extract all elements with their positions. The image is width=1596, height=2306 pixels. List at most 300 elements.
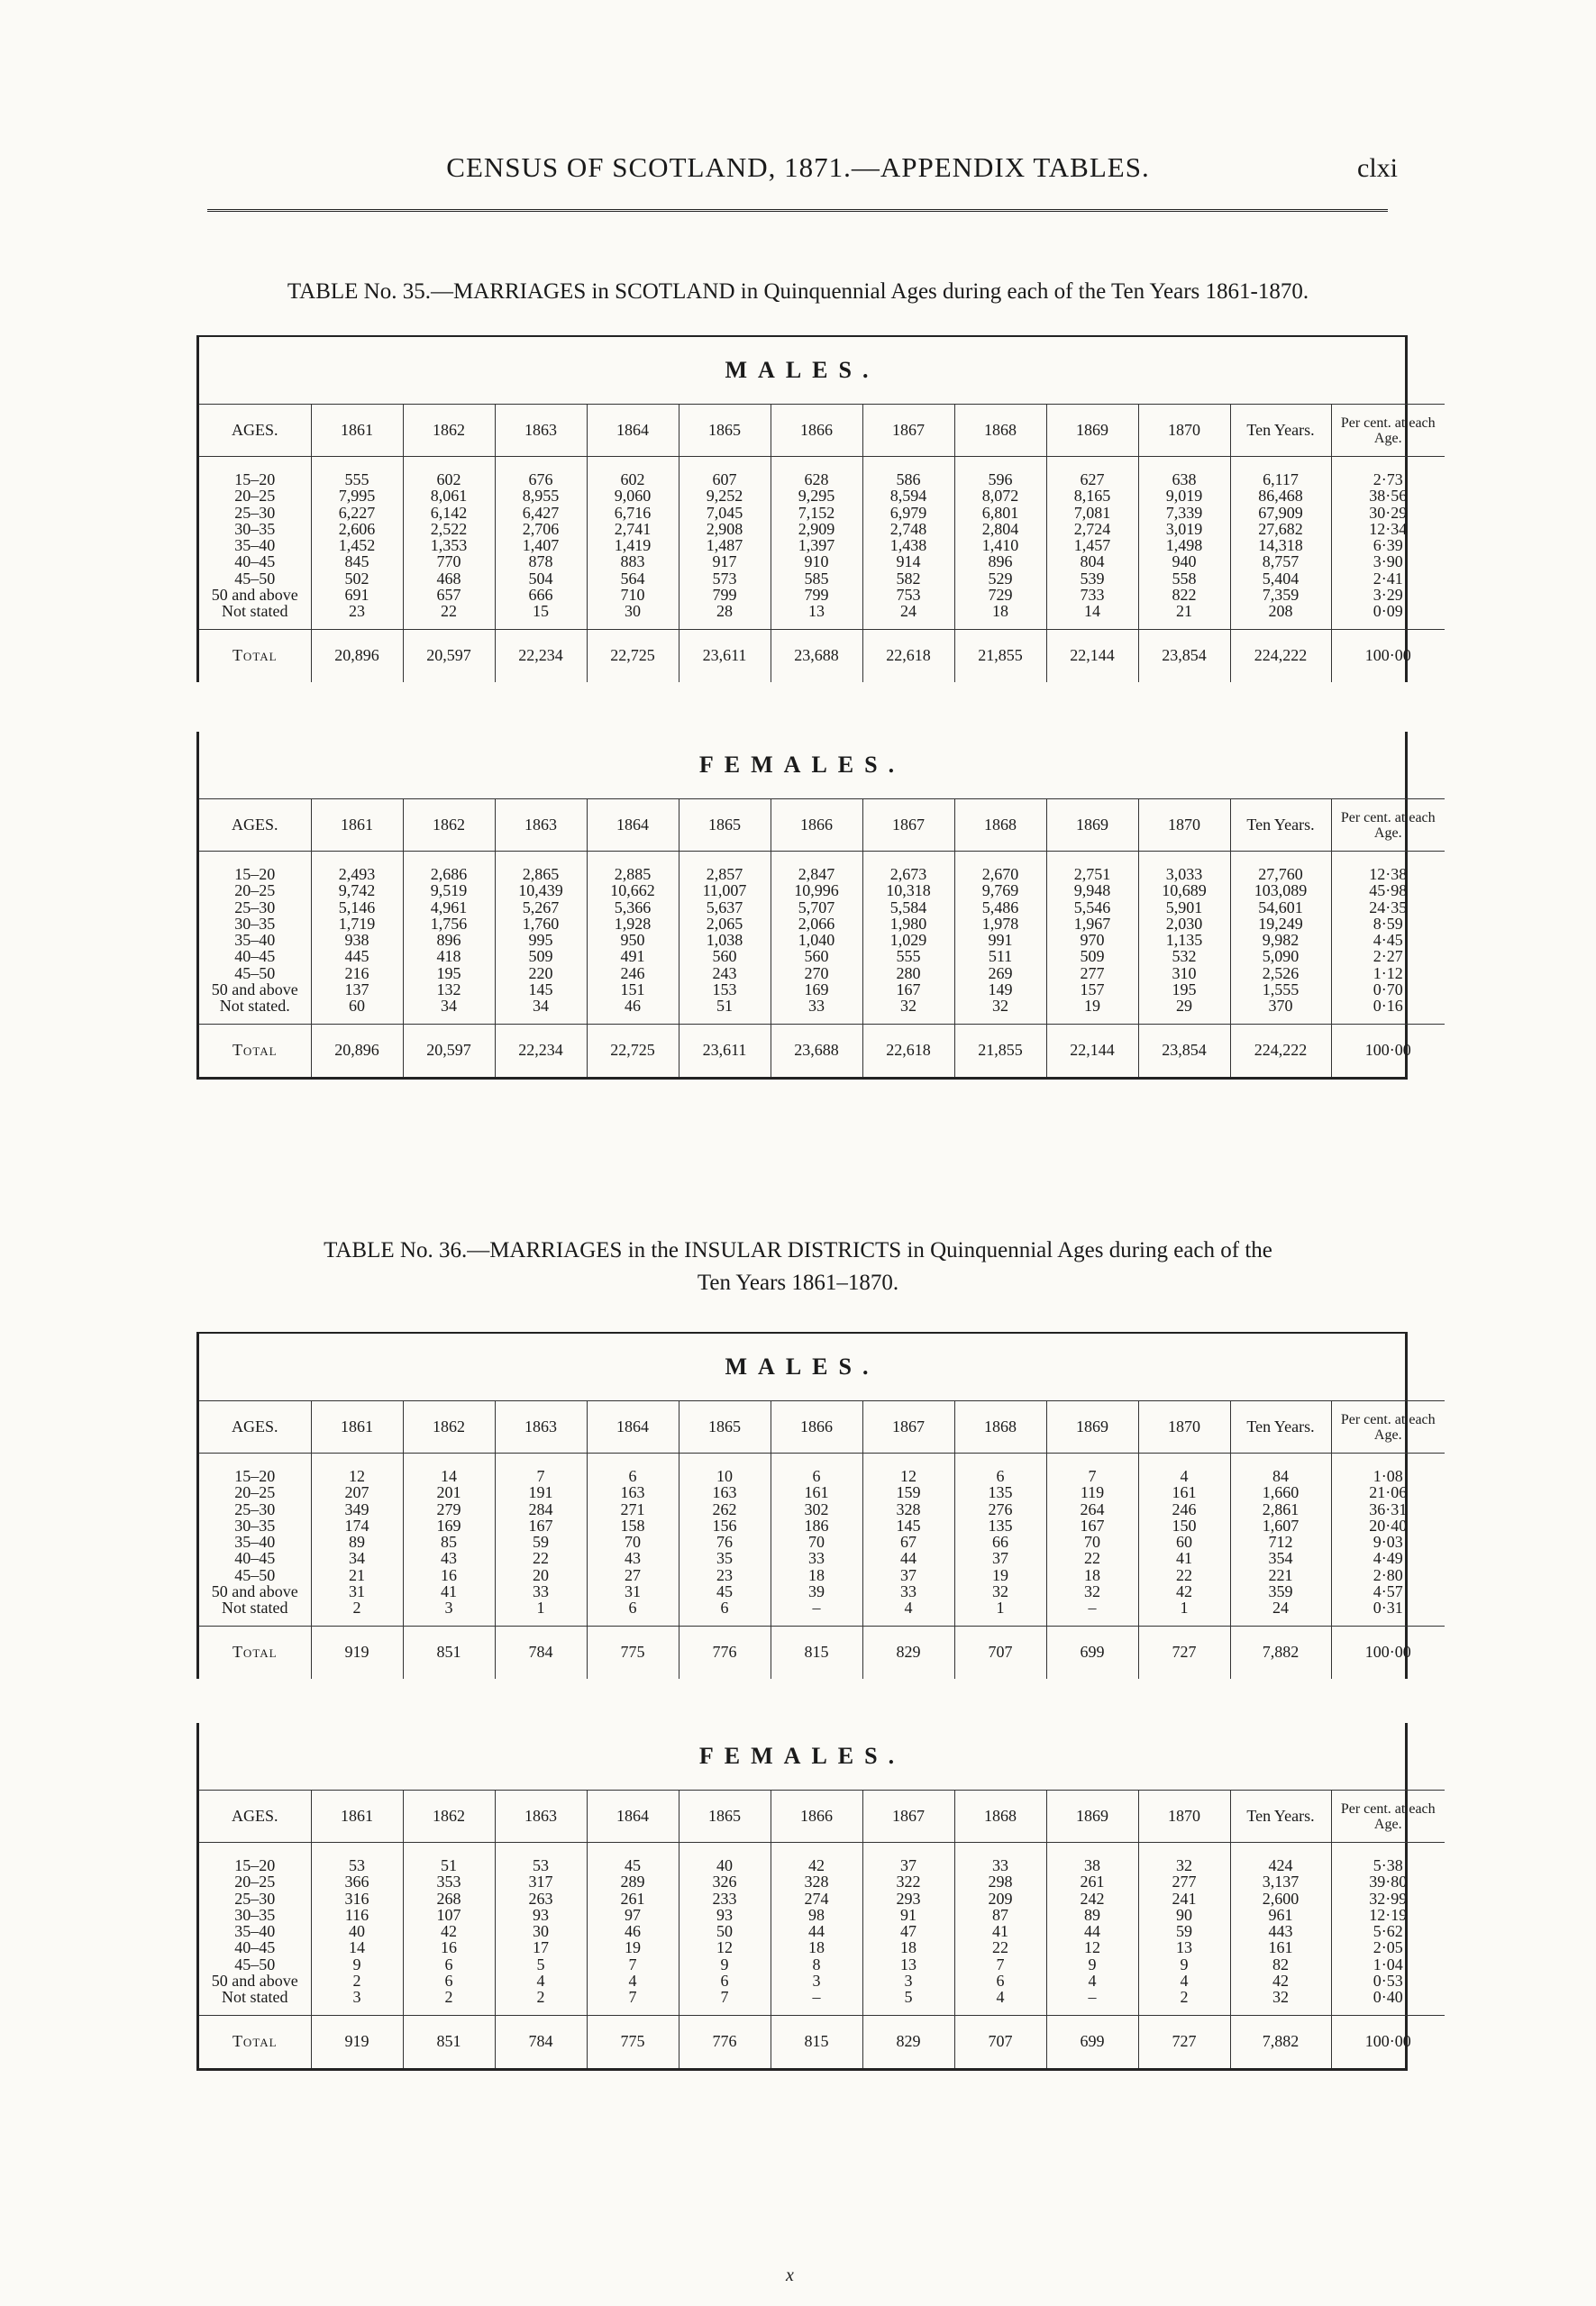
table-cell: 1,719 (338, 914, 376, 933)
table-cell: 4 (536, 1972, 545, 1991)
table-cell: 710 (620, 586, 645, 605)
table-cell: 3 (352, 1988, 361, 2007)
total-cell: 20,896 (311, 629, 403, 682)
table-cell: 4 (1180, 1972, 1189, 1991)
table-cell: 37 (900, 1856, 917, 1874)
table-cell: 628 (804, 470, 829, 488)
value-column (954, 1843, 1046, 2016)
table-cell: 32 (992, 1582, 1008, 1601)
table-cell: 89 (1084, 1905, 1100, 1924)
table-cell: 30 (533, 1922, 549, 1941)
table-cell: 33 (533, 1582, 549, 1601)
table-cell: 8 (812, 1955, 821, 1973)
table-cell: 12 (1084, 1938, 1100, 1957)
column-header: 1866 (771, 1791, 862, 1843)
table-cell: 19,249 (1258, 914, 1303, 933)
table-cell: 76 (716, 1533, 733, 1552)
table-cell: 326 (712, 1873, 737, 1891)
age-label: 30–35 (234, 1905, 276, 1924)
table-cell: 6,716 (614, 503, 652, 522)
table-cell: 9,295 (798, 487, 835, 506)
table35-caption: TABLE No. 35.—MARRIAGES in SCOTLAND in Quinquennial Ages during each of the Ten Years 1861-1870. (287, 279, 1309, 304)
value-column (587, 1454, 679, 1627)
column-header: 1865 (679, 799, 771, 852)
table-cell: 70 (1084, 1533, 1100, 1552)
table-cell: 6 (444, 1972, 453, 1991)
table-cell: 2·05 (1373, 1938, 1403, 1957)
table-cell: 246 (1172, 1499, 1197, 1518)
total-cell: 784 (495, 2015, 587, 2068)
table-cell: 6 (628, 1599, 637, 1618)
column-header: Ten Years. (1230, 1401, 1331, 1454)
column-header: AGES. (199, 405, 311, 457)
table-cell: 6 (720, 1972, 729, 1991)
value-column (403, 457, 495, 630)
value-column (1331, 1843, 1445, 2016)
table-cell: 60 (349, 997, 365, 1016)
total-cell: 707 (954, 2015, 1046, 2068)
table-cell: 1,029 (889, 931, 927, 950)
table-cell: 40 (716, 1856, 733, 1874)
table-cell: 9,769 (981, 881, 1019, 900)
table-cell: 186 (804, 1516, 829, 1535)
table-cell: 1,756 (430, 914, 468, 933)
table-cell: 310 (1172, 963, 1197, 982)
age-label: 50 and above (211, 1972, 298, 1991)
table-cell: 733 (1080, 586, 1105, 605)
table-cell: 271 (620, 1499, 645, 1518)
table-cell: 2,885 (614, 865, 652, 883)
table-cell: 70 (625, 1533, 641, 1552)
table-cell: 3 (904, 1972, 913, 1991)
table-cell: 8,594 (889, 487, 927, 506)
table-cell: 90 (1176, 1905, 1192, 1924)
age-label: Not stated (222, 1988, 288, 2007)
table-cell: 43 (441, 1549, 457, 1568)
table-cell: 1,487 (706, 536, 743, 555)
running-title: CENSUS OF SCOTLAND, 1871.—APPENDIX TABLES. (446, 151, 1150, 183)
ages-column (199, 1454, 311, 1627)
age-label: 35–40 (234, 1533, 276, 1552)
table-cell: 602 (620, 470, 645, 488)
table-cell: 676 (528, 470, 553, 488)
table-cell: 799 (712, 586, 737, 605)
table-cell: 20·40 (1369, 1516, 1408, 1535)
table-cell: 27 (625, 1565, 641, 1584)
total-cell: 100·00 (1331, 1024, 1445, 1077)
column-header: Ten Years. (1230, 799, 1331, 852)
table-cell: 82 (1272, 1955, 1289, 1973)
table-cell: 86,468 (1258, 487, 1303, 506)
table-cell: 277 (1080, 963, 1105, 982)
column-header: 1869 (1046, 1401, 1138, 1454)
column-header: 1869 (1046, 405, 1138, 457)
table-cell: 2,673 (889, 865, 927, 883)
table-cell: 32 (992, 997, 1008, 1016)
age-label: 25–30 (234, 1499, 276, 1518)
total-cell: 21,855 (954, 629, 1046, 682)
table-cell: 582 (896, 569, 921, 588)
column-header: Per cent. at each Age. (1331, 799, 1445, 852)
table-cell: 9,982 (1262, 931, 1300, 950)
table-cell: 32 (900, 997, 917, 1016)
age-label: Not stated (222, 602, 288, 621)
table-cell: 666 (528, 586, 553, 605)
total-cell: 775 (587, 1626, 679, 1679)
table-cell: 45 (716, 1582, 733, 1601)
column-header: Per cent. at each Age. (1331, 1791, 1445, 1843)
table-cell: 51 (716, 997, 733, 1016)
value-column (862, 1454, 954, 1627)
table-cell: 17 (533, 1938, 549, 1957)
table-cell: 502 (344, 569, 369, 588)
table-cell: 585 (804, 569, 829, 588)
table-cell: 2,857 (706, 865, 743, 883)
table-cell: 8,072 (981, 487, 1019, 506)
table-cell: 0·16 (1373, 997, 1403, 1016)
table-cell: 1,038 (706, 931, 743, 950)
table-cell: 2,066 (798, 914, 835, 933)
table-cell: 729 (988, 586, 1013, 605)
table-cell: 7,339 (1165, 503, 1203, 522)
table-cell: 22 (533, 1549, 549, 1568)
table-cell: 573 (712, 569, 737, 588)
table-cell: 2,600 (1262, 1889, 1300, 1908)
table-cell: 30 (625, 602, 641, 621)
value-column (311, 1843, 403, 2016)
table36-caption (0, 1235, 1596, 1299)
table-cell: 157 (1080, 980, 1105, 999)
value-column (1230, 852, 1331, 1025)
total-cell: 699 (1046, 1626, 1138, 1679)
table-cell: 242 (1080, 1889, 1105, 1908)
total-cell: 23,854 (1138, 1024, 1230, 1077)
table-cell: 418 (436, 947, 461, 966)
table-cell: 39 (808, 1582, 825, 1601)
table-cell: 938 (344, 931, 369, 950)
table-cell: 19 (1084, 997, 1100, 1016)
age-label: 15–20 (234, 865, 276, 883)
table-cell: 50 (716, 1922, 733, 1941)
value-column (771, 457, 862, 630)
column-header: 1867 (862, 1791, 954, 1843)
table-cell: 1·08 (1373, 1467, 1403, 1485)
table-cell: 191 (528, 1483, 553, 1502)
table-cell: 107 (436, 1905, 461, 1924)
value-column (1046, 1454, 1138, 1627)
table-cell: 161 (804, 1483, 829, 1502)
table-cell: 9 (720, 1955, 729, 1973)
data-table (199, 798, 1445, 1077)
table-cell: 3,019 (1165, 519, 1203, 538)
value-column (587, 457, 679, 630)
column-header: 1863 (495, 1791, 587, 1843)
value-column (862, 457, 954, 630)
table-cell: 43 (625, 1549, 641, 1568)
total-cell: 20,896 (311, 1024, 403, 1077)
table-cell: 209 (988, 1889, 1013, 1908)
table-cell: 31 (625, 1582, 641, 1601)
table-cell: 468 (436, 569, 461, 588)
table-cell: 7,359 (1262, 586, 1300, 605)
table-cell: 33 (808, 1549, 825, 1568)
column-header: 1870 (1138, 1401, 1230, 1454)
total-cell: 22,725 (587, 629, 679, 682)
table-cell: 293 (896, 1889, 921, 1908)
table-cell: 1,660 (1262, 1483, 1300, 1502)
table-cell: 42 (1272, 1972, 1289, 1991)
age-label: 25–30 (234, 898, 276, 916)
table-cell: 1 (996, 1599, 1005, 1618)
table-cell: 93 (716, 1905, 733, 1924)
age-label: 35–40 (234, 1922, 276, 1941)
table-cell: 6 (996, 1467, 1005, 1485)
age-label: Not stated (222, 1599, 288, 1618)
value-column (679, 457, 771, 630)
table-cell: 8,165 (1073, 487, 1111, 506)
table-cell: 70 (808, 1533, 825, 1552)
table-cell: – (812, 1599, 821, 1618)
table-cell: 5·38 (1373, 1856, 1403, 1874)
value-column (1046, 1843, 1138, 2016)
table-cell: 940 (1172, 552, 1197, 571)
total-cell: 23,688 (771, 1024, 862, 1077)
table-cell: 132 (436, 980, 461, 999)
table-cell: 12·38 (1369, 865, 1408, 883)
age-label: 50 and above (211, 980, 298, 999)
table-cell: 10,439 (518, 881, 563, 900)
column-header: 1861 (311, 1791, 403, 1843)
table-cell: 277 (1172, 1873, 1197, 1891)
table-cell: 18 (808, 1565, 825, 1584)
table-cell: 11,007 (702, 881, 747, 900)
table-cell: 9 (1180, 1955, 1189, 1973)
total-cell: 7,882 (1230, 2015, 1331, 2068)
table-cell: 13 (808, 602, 825, 621)
age-label: 25–30 (234, 1889, 276, 1908)
table-cell: 243 (712, 963, 737, 982)
total-cell: 707 (954, 1626, 1046, 1679)
table-cell: 0·53 (1373, 1972, 1403, 1991)
table-cell: 883 (620, 552, 645, 571)
table-cell: 2 (536, 1988, 545, 2007)
total-cell: 224,222 (1230, 629, 1331, 682)
table-cell: 316 (344, 1889, 369, 1908)
table-cell: 2,686 (430, 865, 468, 883)
column-header: Per cent. at each Age. (1331, 405, 1445, 457)
table-cell: 6,117 (1263, 470, 1299, 488)
column-header: 1862 (403, 1401, 495, 1454)
table-cell: 12 (349, 1467, 365, 1485)
table-cell: 5,267 (522, 898, 560, 916)
table-cell: 555 (344, 470, 369, 488)
table-cell: 2 (352, 1972, 361, 1991)
value-column (1331, 852, 1445, 1025)
value-column (679, 852, 771, 1025)
value-column (495, 457, 587, 630)
table-cell: 0·31 (1373, 1599, 1403, 1618)
table-cell: 1,760 (522, 914, 560, 933)
table-cell: 12 (900, 1467, 917, 1485)
column-header: 1861 (311, 1401, 403, 1454)
table-cell: 424 (1268, 1856, 1293, 1874)
column-header: 1867 (862, 405, 954, 457)
table-cell: 1,419 (614, 536, 652, 555)
table-cell: 9·03 (1373, 1533, 1403, 1552)
table-cell: 7,081 (1073, 503, 1111, 522)
table-cell: 280 (896, 963, 921, 982)
table-cell: 10,996 (794, 881, 839, 900)
table-cell: 24 (1272, 1599, 1289, 1618)
column-header: 1870 (1138, 1791, 1230, 1843)
table-cell: 2,065 (706, 914, 743, 933)
table35-females-block (196, 732, 1436, 1080)
table-cell: 31 (349, 1582, 365, 1601)
table-cell: 2,847 (798, 865, 835, 883)
table-cell: 150 (1172, 1516, 1197, 1535)
total-cell: 100·00 (1331, 2015, 1445, 2068)
total-cell: 20,597 (403, 629, 495, 682)
table-cell: 878 (528, 552, 553, 571)
table-cell: 2,606 (338, 519, 376, 538)
table-cell: 59 (1176, 1922, 1192, 1941)
age-label: Not stated. (219, 997, 290, 1016)
column-header: 1864 (587, 1401, 679, 1454)
age-label: 30–35 (234, 1516, 276, 1535)
table-cell: 6 (812, 1467, 821, 1485)
table-cell: 169 (436, 1516, 461, 1535)
table-cell: 2,748 (889, 519, 927, 538)
table-cell: 279 (436, 1499, 461, 1518)
table-cell: 896 (436, 931, 461, 950)
table-cell: 145 (528, 980, 553, 999)
value-column (1230, 457, 1331, 630)
table-cell: 34 (349, 1549, 365, 1568)
ages-column (199, 1843, 311, 2016)
table36-females-block (196, 1723, 1436, 2071)
table-cell: 2 (352, 1599, 361, 1618)
table-cell: 54,601 (1258, 898, 1303, 916)
age-label: 15–20 (234, 470, 276, 488)
value-column (1138, 457, 1230, 630)
table-cell: 2,706 (522, 519, 560, 538)
table-cell: 158 (620, 1516, 645, 1535)
table-cell: 195 (1172, 980, 1197, 999)
table-cell: 167 (528, 1516, 553, 1535)
table-cell: 137 (344, 980, 369, 999)
table-cell: 119 (1080, 1483, 1105, 1502)
table-cell: 32 (1272, 1988, 1289, 2007)
table35-males-block (196, 335, 1436, 682)
table-cell: 22 (1084, 1549, 1100, 1568)
total-cell: 23,611 (679, 1024, 771, 1077)
table-cell: 20 (533, 1565, 549, 1584)
value-column (587, 852, 679, 1025)
table-cell: 4·57 (1373, 1582, 1403, 1601)
table-cell: 51 (441, 1856, 457, 1874)
table-cell: 159 (896, 1483, 921, 1502)
table-cell: 5,404 (1262, 569, 1300, 588)
table-cell: 366 (344, 1873, 369, 1891)
total-cell: 727 (1138, 2015, 1230, 2068)
table-cell: 504 (528, 569, 553, 588)
value-column (403, 1454, 495, 1627)
table-cell: 1,353 (430, 536, 468, 555)
table-cell: 8,757 (1262, 552, 1300, 571)
table-cell: 84 (1272, 1467, 1289, 1485)
table-cell: 261 (620, 1889, 645, 1908)
column-header: 1862 (403, 1791, 495, 1843)
table-cell: 2·41 (1373, 569, 1403, 588)
table-cell: 555 (896, 947, 921, 966)
value-column (311, 852, 403, 1025)
table-cell: 161 (1172, 1483, 1197, 1502)
table-cell: 32 (1084, 1582, 1100, 1601)
table-cell: 167 (1080, 1516, 1105, 1535)
value-column (311, 1454, 403, 1627)
table-cell: 7,152 (798, 503, 835, 522)
table-cell: 5,090 (1262, 947, 1300, 966)
table-cell: 36·31 (1369, 1499, 1408, 1518)
table-cell: 491 (620, 947, 645, 966)
table-cell: 41 (441, 1582, 457, 1601)
table-cell: 174 (344, 1516, 369, 1535)
table-cell: 2·80 (1373, 1565, 1403, 1584)
table-cell: 16 (441, 1938, 457, 1957)
table-cell: 270 (804, 963, 829, 982)
table-cell: 41 (1176, 1549, 1192, 1568)
total-cell: 21,855 (954, 1024, 1046, 1077)
table-cell: 8,955 (522, 487, 560, 506)
table-cell: 353 (436, 1873, 461, 1891)
table-cell: 627 (1080, 470, 1105, 488)
table-cell: 560 (712, 947, 737, 966)
table-cell: 3,033 (1165, 865, 1203, 883)
age-label: 35–40 (234, 931, 276, 950)
table-cell: 691 (344, 586, 369, 605)
section-label: FEMALES. (698, 1743, 906, 1769)
column-header: Per cent. at each Age. (1331, 1401, 1445, 1454)
table-cell: 18 (900, 1938, 917, 1957)
age-label: 45–50 (234, 963, 276, 982)
value-column (1230, 1454, 1331, 1627)
table-cell: 914 (896, 552, 921, 571)
table-cell: 156 (712, 1516, 737, 1535)
table-cell: 19 (992, 1565, 1008, 1584)
table-cell: 8,061 (430, 487, 468, 506)
column-header: 1868 (954, 799, 1046, 852)
column-header: Ten Years. (1230, 405, 1331, 457)
table-cell: 24·35 (1369, 898, 1408, 916)
table-cell: 2,804 (981, 519, 1019, 538)
column-header: 1865 (679, 1791, 771, 1843)
table-cell: 38 (1084, 1856, 1100, 1874)
value-column (1138, 1454, 1230, 1627)
table-cell: 40 (349, 1922, 365, 1941)
table-cell: 511 (988, 947, 1013, 966)
table-cell: 991 (988, 931, 1013, 950)
table-cell: 3·90 (1373, 552, 1403, 571)
table-cell: 289 (620, 1873, 645, 1891)
table-cell: 1,438 (889, 536, 927, 555)
table36-caption-line2: Ten Years 1861–1870. (697, 1271, 899, 1295)
total-cell: 22,144 (1046, 1024, 1138, 1077)
table-cell: 443 (1268, 1922, 1293, 1941)
table-cell: 2 (1180, 1988, 1189, 2007)
age-label: 35–40 (234, 536, 276, 555)
section-label: MALES. (725, 1354, 880, 1380)
table-cell: 18 (992, 602, 1008, 621)
